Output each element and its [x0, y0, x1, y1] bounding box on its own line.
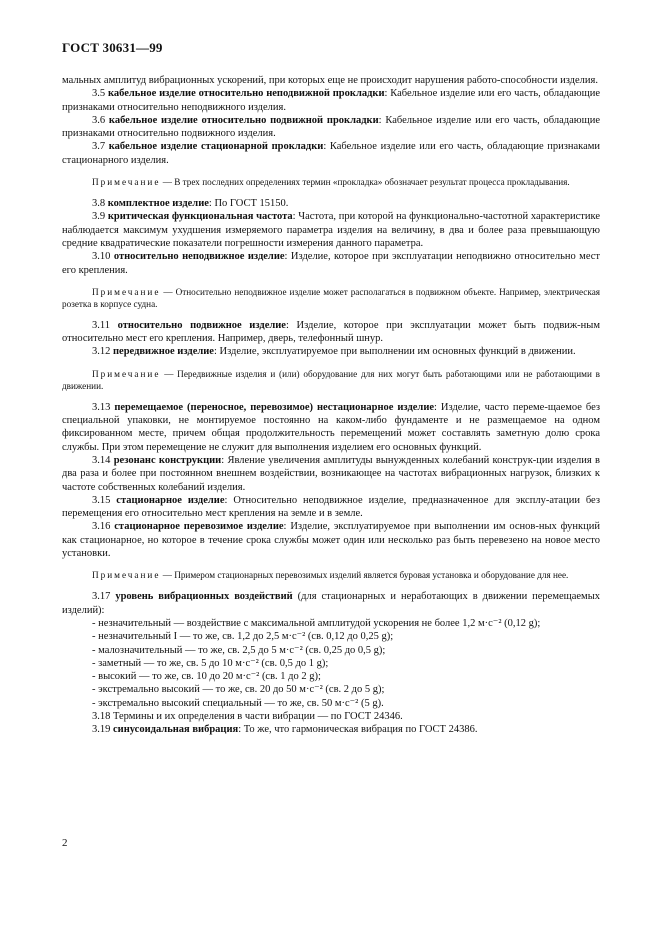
definition-text: : Явление увеличения амплитуды вынужденных колебаний конструк-ции изделия в два раза и более при постоянном внешнем воздействии, возникающее на частотах вибрационных нагрузок, близких к частоте собственных колебаний изделия. — [62, 454, 600, 493]
definition-term: уровень вибрационных воздействий — [115, 591, 293, 603]
definition-number: 3.12 — [92, 346, 111, 358]
intro-paragraph: мальных амплитуд вибрационных ускорений, при которых еще не происходит нарушения работо-способности изделия. — [62, 75, 598, 86]
definition-3-15 — [62, 494, 600, 521]
definition-term: стационарное перевозимое изделие — [114, 521, 284, 533]
note-label: Примечание — [92, 368, 161, 379]
definition-text: : То же, что гармоническая вибрация по ГОСТ 24386. — [238, 724, 478, 736]
definition-term: кабельное изделие стационарной прокладки — [108, 141, 324, 153]
definition-number: 3.8 — [92, 198, 106, 210]
level-item: - незначительный — воздействие с максимальной амплитудой ускорения не более 1,2 м·с⁻² (0,12 g); — [92, 617, 541, 629]
definition-number: 3.9 — [92, 211, 106, 223]
definition-3-13 — [62, 401, 600, 454]
note-text: — Примером стационарных перевозимых изделий является буровая установка и оборудование для нее. — [160, 570, 569, 581]
definition-3-18 — [62, 710, 600, 723]
definition-term: критическая функциональная частота — [107, 211, 293, 223]
definition-text: : Изделие, которое при эксплуатации неподвижно относительно мест его крепления. — [62, 251, 600, 276]
definition-number: 3.7 — [92, 141, 106, 153]
definition-3-9 — [62, 210, 600, 250]
note-2 — [62, 286, 600, 310]
definition-number: 3.13 — [92, 401, 111, 413]
definition-text: : Кабельное изделие или его часть, обладающие признаками относительно неподвижного изделия. — [62, 88, 600, 113]
document-page — [62, 40, 600, 737]
definition-3-19 — [62, 723, 600, 736]
definition-text: : Изделие, которое при эксплуатации может быть подвиж-ным относительно мест его крепления. Например, дверь, телефонный шнур. — [62, 319, 600, 345]
note-1 — [62, 176, 600, 188]
definition-term: резонанс конструкции — [113, 454, 222, 466]
definition-number: 3.17 — [92, 591, 111, 603]
definition-text: : Относительно неподвижное изделие, предназначенное для эксплу-атации без перемещения его относительно мест крепления на земле и в земле. — [62, 494, 600, 520]
note-4 — [62, 569, 600, 581]
definition-3-11 — [62, 319, 600, 346]
definition-number: 3.5 — [92, 88, 106, 100]
level-item: - незначительный I — то же, св. 1,2 до 2,5 м·с⁻² (св. 0,12 до 0,25 g); — [92, 631, 394, 643]
definition-3-12 — [62, 345, 600, 358]
definition-text: Термины и их определения в части вибрации — по ГОСТ 24346. — [113, 710, 403, 722]
definition-number: 3.11 — [92, 319, 110, 331]
definition-text: : Изделие, эксплуатируемое при выполнении им основных функций в движении. — [213, 346, 576, 358]
definition-3-14 — [62, 454, 600, 494]
note-label: Примечание — [92, 570, 161, 581]
definition-term: синусоидальная вибрация — [113, 724, 239, 736]
definition-number: 3.16 — [92, 521, 111, 533]
definition-number: 3.6 — [92, 114, 106, 126]
note-text: — В трех последних определениях термин «прокладка» обозначает результат процесса прокладывания. — [160, 177, 570, 188]
definition-term: кабельное изделие относительно подвижной прокладки — [108, 114, 379, 126]
definition-term: комплектное изделие — [107, 198, 209, 210]
page-number: 2 — [62, 837, 68, 849]
definition-term: кабельное изделие относительно неподвижной прокладки — [107, 88, 385, 100]
definition-term: стационарное изделие — [116, 494, 225, 506]
definition-3-8 — [62, 197, 600, 210]
level-item: - экстремально высокий — то же, св. 20 до 50 м·с⁻² (св. 2 до 5 g); — [92, 684, 385, 696]
definition-term: перемещаемое (переносное, перевозимое) нестационарное изделие — [114, 401, 435, 413]
definition-number: 3.18 — [92, 710, 111, 722]
definition-term: относительно неподвижное изделие — [113, 251, 285, 263]
level-item: - высокий — то же, св. 10 до 20 м·с⁻² (св. 1 до 2 g); — [92, 671, 321, 683]
level-item: - экстремально высокий специальный — то же, св. 50 м·с⁻² (5 g). — [92, 697, 384, 709]
definition-text: (для стационарных и неработающих в движении перемещаемых изделий): — [62, 591, 601, 616]
definition-text: : Изделие, эксплуатируемое при выполнении им основ-ных функций как стационарное, но которое в течение срока службы может один или несколько раз быть перевезено на новое место установки. — [62, 521, 601, 560]
level-item: - заметный — то же, св. 5 до 10 м·с⁻² (св. 0,5 до 1 g); — [92, 657, 329, 669]
definition-3-6 — [62, 114, 600, 141]
note-label: Примечание — [92, 177, 161, 188]
definition-number: 3.19 — [92, 724, 111, 736]
definition-number: 3.10 — [92, 251, 111, 263]
definition-text: : По ГОСТ 15150. — [208, 198, 289, 210]
definition-number: 3.14 — [92, 454, 111, 466]
definition-text: : Изделие, часто переме-щаемое без специальной упаковки, не монтируемое постоянно на каком-либо фундаменте и не размещаемое на одном фиксированном месте, причем общая продолжительность перемещений может составлять заметную долю срока службы. При этом перемещение не служит для выполнения изделием его основных функций. — [62, 401, 601, 453]
definition-3-10 — [62, 250, 600, 277]
note-text: — Передвижные изделия и (или) оборудование для них могут быть работающими или не работающими в движении. — [62, 368, 600, 391]
definition-3-17 — [62, 590, 600, 617]
level-item: - малозначительный — то же, св. 2,5 до 5 м·с⁻² (св. 0,25 до 0,5 g); — [92, 644, 386, 656]
definition-3-7 — [62, 140, 600, 167]
definition-text: : Кабельное изделие или его часть, обладающие признаками стационарного изделия. — [62, 141, 601, 166]
definition-term: относительно подвижное изделие — [117, 319, 286, 331]
definition-3-5 — [62, 87, 600, 114]
definition-3-16 — [62, 520, 600, 560]
definition-text: : Кабельное изделие или его часть, обладающие признаками относительно подвижного изделия. — [62, 114, 601, 140]
note-text: — Относительно неподвижное изделие может располагаться в подвижном объекте. Например, электрическая розетка в корпусе судна. — [62, 286, 600, 309]
definition-number: 3.15 — [92, 494, 111, 506]
note-label: Примечание — [92, 286, 161, 297]
definition-text: : Частота, при которой на функционально-частотной характеристике наблюдается максимум ухудшения измеряемого параметра изделия на величину, в два и более раза превышающую средние квадратические показатели погрешности измерения данного параметра. — [62, 211, 600, 249]
definition-term: передвижное изделие — [113, 346, 214, 358]
document-header: ГОСТ 30631—99 — [62, 40, 163, 55]
note-3 — [62, 368, 600, 392]
